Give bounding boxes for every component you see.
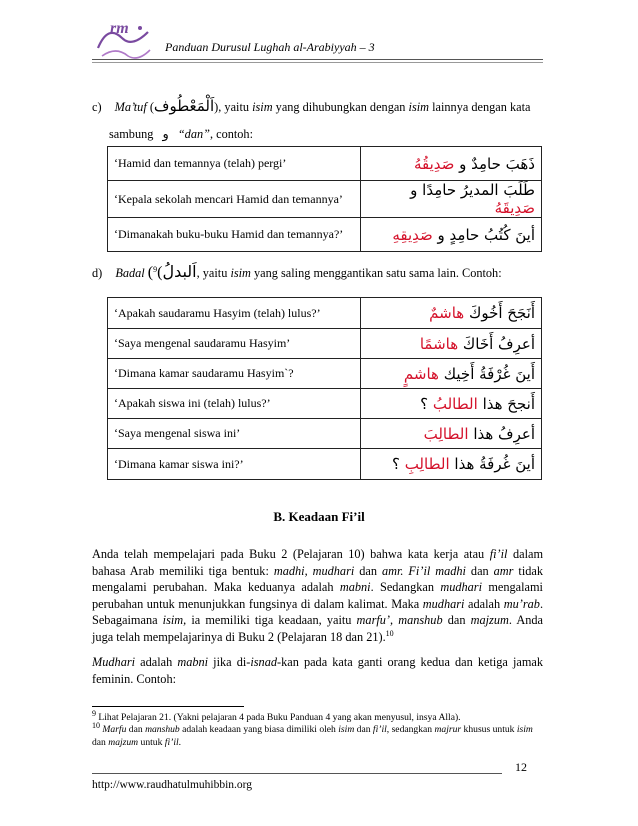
running-header-title: Panduan Durusul Lughah al-Arabiyyah – 3 [165, 40, 375, 54]
arabic-punct: ؟ [420, 394, 429, 413]
arabic-text: طَلَبَ المديرُ حامِدًا و [410, 181, 535, 199]
item-c-arabic: اَلْمَعْطُوف [153, 97, 215, 115]
item-c-wa: و [162, 127, 169, 142]
item-d-text1: , yaitu [196, 266, 228, 280]
example-translation: ‘Dimanakah buku-buku Hamid dan temannya?’ [108, 218, 361, 252]
term: isim [516, 724, 533, 735]
text: tidak mengalami perubahan. Maka keduanya adalah [92, 563, 544, 595]
example-arabic [361, 329, 542, 359]
footnote-9 [92, 708, 543, 725]
footnote-text: Lihat Pelajaran 21. (Yakni pelajaran 4 pada Buku Panduan 4 yang akan menyusul, insya Alla). [98, 712, 461, 723]
text: jika di- [213, 655, 251, 669]
example-arabic [361, 181, 542, 218]
arabic-text: أَنَجَحَ أَخُوكَ [468, 304, 535, 322]
term: mabni [339, 580, 371, 595]
paragraph-2 [92, 654, 543, 687]
header-rule [92, 59, 543, 60]
item-d-arabic: اَلبدلُ [162, 262, 197, 281]
example-translation: ‘Saya mengenal siswa ini’ [108, 419, 361, 449]
table-row [108, 218, 542, 252]
page-number: 12 [515, 760, 527, 774]
text: untuk [140, 736, 163, 748]
item-c-marker: c) [92, 100, 102, 114]
arabic-highlight: صَدِيقُهُ [413, 154, 455, 173]
arabic-text: ذَهَبَ حامِدٌ و [459, 154, 535, 173]
arabic-highlight: الطالبُ [432, 394, 478, 413]
arabic-punct: ؟ [391, 455, 400, 473]
logo [92, 18, 154, 62]
example-translation: ‘Kepala sekolah mencari Hamid dan temannya’ [108, 181, 361, 218]
example-translation: ‘Apakah saudaramu Hasyim (telah) lulus?’ [108, 298, 361, 329]
text: -kan pada kata ganti orang kedua dan ketiga jamak feminin. Contoh: [92, 655, 544, 686]
arabic-text: أَينَ غُرْفَةُ أَخِيك [443, 364, 535, 383]
item-c-line1: c) Ma’tuf (اَلْمَعْطُوف), yaitu isim yang dihubungkan dengan isim lainnya dengan kata [92, 97, 531, 115]
arabic-highlight: صَدِيقِهِ [392, 225, 433, 244]
text: . [178, 736, 182, 748]
item-c-isim1: isim [252, 100, 273, 114]
text: dan [447, 613, 466, 628]
arabic-highlight: هاشمٍ [403, 364, 439, 383]
arabic-highlight: الطالِبَ [423, 424, 469, 443]
text: dan [128, 724, 143, 735]
example-arabic [361, 359, 542, 389]
paragraph-1 [92, 546, 543, 646]
arabic-text: أعرِفُ هذا [473, 424, 535, 443]
text: dan [359, 563, 377, 578]
text: dalam bahasa Arab memiliki tiga bentuk: [92, 547, 544, 578]
example-arabic [361, 419, 542, 449]
table-row [108, 181, 542, 218]
text: dan [92, 736, 106, 748]
term: isim [338, 724, 355, 735]
matuf-examples-table [107, 146, 542, 252]
example-translation: ‘Dimana kamar saudaramu Hasyim`? [108, 359, 361, 389]
footnote-number: 9 [92, 708, 96, 718]
text: adalah keadaan yang biasa dimiliki oleh [182, 724, 336, 735]
item-d-term: Badal [115, 266, 145, 280]
table-row [108, 389, 542, 419]
text: . Sebagaimana [92, 596, 544, 628]
term: marfu’, manshub [356, 613, 443, 628]
text: Anda telah mempelajari pada Buku 2 (Pelajaran 10) bahwa kata kerja atau [92, 547, 485, 561]
arabic-text: أينَ كُتُبُ حامِدٍ و [437, 225, 535, 244]
term: mudhari [440, 580, 482, 595]
text: dan [356, 724, 371, 735]
text: . Sedangkan [370, 580, 434, 595]
table-row [108, 419, 542, 449]
term: amr. Fi’il madhi [381, 563, 466, 578]
item-c-term: Ma’tuf [114, 100, 147, 114]
example-arabic [361, 147, 542, 181]
term: fi’il [489, 547, 508, 561]
term: mu’rab [503, 596, 540, 611]
table-row [108, 329, 542, 359]
item-c-dan: “dan” [177, 127, 210, 141]
item-c-text2: yang dihubungkan dengan [275, 100, 406, 114]
badal-examples-table [107, 297, 542, 480]
item-d-text2: yang saling menggantikan satu sama lain. Contoh: [254, 266, 502, 280]
term: manshub [145, 724, 180, 735]
text: adalah [140, 655, 173, 669]
arabic-highlight: هاشمًا [419, 334, 459, 353]
table-row [108, 359, 542, 389]
arabic-text: أينَ غُرفَةُ هذا [454, 455, 535, 473]
text: mengalami perubahan untuk menunjukkan fungsinya di dalam kalimat. Maka [92, 580, 543, 611]
text: dan [470, 563, 489, 578]
header-rule-secondary [92, 62, 543, 63]
arabic-text: أَنجحَ هذا [482, 394, 535, 413]
example-translation: ‘Hamid dan temannya (telah) pergi’ [108, 147, 361, 181]
example-arabic [361, 298, 542, 329]
table-row [108, 449, 542, 480]
arabic-highlight: هاشمٌ [429, 304, 465, 322]
text: adalah [468, 596, 501, 611]
term: madhi, mudhari [273, 563, 355, 578]
arabic-text: أعرِفُ أَخَاكَ [462, 334, 535, 353]
term: Marfu [102, 724, 127, 735]
text: ia memiliki tiga keadaan, yaitu [191, 613, 352, 628]
footnote-ref-10[interactable]: 10 [385, 628, 394, 638]
term: mabni [177, 655, 209, 669]
footnote-10 [92, 720, 543, 750]
example-arabic [361, 389, 542, 419]
footer-rule [92, 773, 502, 774]
term: fi’il [164, 736, 179, 748]
term: mudhari [422, 596, 465, 611]
arabic-highlight: صَدِيقَهُ [494, 199, 535, 217]
arabic-highlight: الطالِبِ [404, 455, 450, 473]
term: fi’il [372, 724, 387, 735]
text: khusus untuk [463, 724, 515, 735]
term: amr [493, 563, 514, 578]
item-c-isim2: isim [408, 100, 430, 114]
text: , sedangkan [386, 724, 433, 735]
term: majzum [470, 613, 509, 628]
term: isnad [250, 655, 278, 669]
item-c-text3: lainnya dengan kata [432, 100, 531, 114]
example-arabic [361, 449, 542, 480]
term: majrur [434, 724, 462, 735]
example-translation: ‘Apakah siswa ini (telah) lulus?’ [108, 389, 361, 419]
footnote-rule [92, 706, 244, 707]
term: majzum [108, 736, 139, 748]
footnote-number: 10 [92, 720, 100, 730]
item-d-isim: isim [230, 266, 251, 280]
term: Mudhari [92, 655, 136, 669]
table-row [108, 147, 542, 181]
item-c-sambung: sambung [109, 127, 154, 141]
table-row [108, 298, 542, 329]
footnote-ref-9[interactable]: 9 [153, 264, 158, 274]
item-d-line: d) Badal ( اَلبدلُ)$^9$ , yaitu isim yang saling menggantikan satu sama lain. Contoh: [92, 262, 502, 281]
text: . Anda juga telah mempelajarinya di Buku 2 (Pelajaran 18 dan 21). [92, 613, 543, 644]
term: isim, [162, 613, 187, 628]
section-heading: B. Keadaan Fi’il [273, 509, 365, 524]
item-c-text1: ), yaitu [214, 100, 250, 114]
logo-text: rm [110, 20, 129, 37]
footer-url-link[interactable]: http://www.raudhatulmuhibbin.org [92, 779, 253, 791]
item-c-contoh: , contoh: [209, 127, 254, 141]
example-arabic [361, 218, 542, 252]
example-translation: ‘Saya mengenal saudaramu Hasyim’ [108, 329, 361, 359]
item-c-line2 [109, 125, 539, 144]
item-d-marker: d) [92, 266, 103, 280]
example-translation: ‘Dimana kamar siswa ini?’ [108, 449, 361, 480]
